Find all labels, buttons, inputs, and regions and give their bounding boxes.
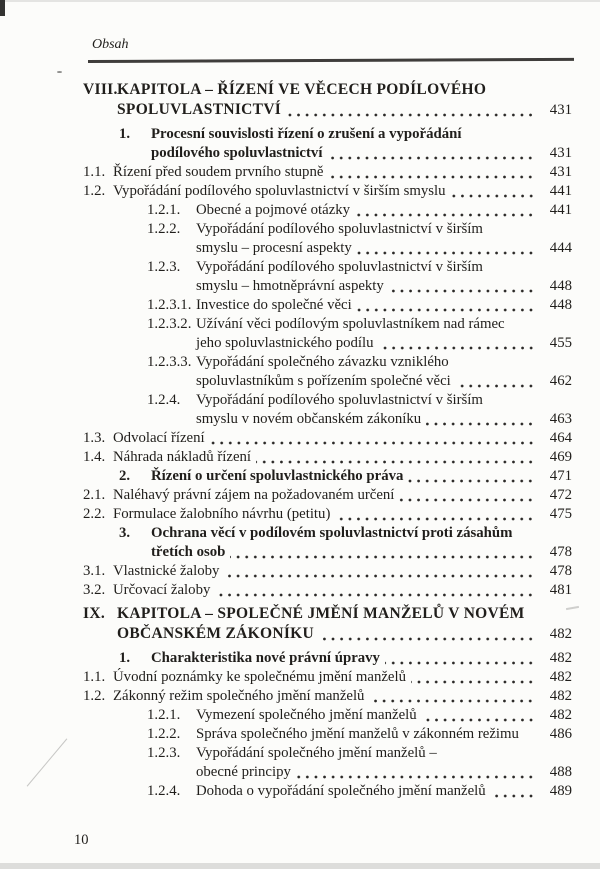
toc-line [0,706,572,725]
toc-entry-page: 463 [549,411,572,427]
dot-leader [408,479,535,483]
toc-entry-number: 1.2.1. [147,707,181,723]
toc-entry-text: Zákonný režim společného jmění manželů [113,688,365,704]
dot-leader [256,460,535,464]
dot-leader [456,384,535,388]
toc-line [0,80,572,100]
scan-artifact-corner-mark [0,0,5,16]
toc-entry-text: Užívání věci podílovým spoluvlastníkem nad rámec [196,316,505,332]
toc-line [0,624,572,644]
toc-entry-text: Vypořádání společného jmění manželů – [196,745,437,761]
toc-entry-text: Vypořádání podílového spoluvlastnictví v širším [196,259,483,275]
toc-line [0,581,572,600]
toc-line [0,220,572,239]
dot-leader [328,175,535,179]
toc-line [0,410,572,429]
toc-line [0,372,572,391]
toc-line [0,763,572,782]
toc-entry-page: 464 [549,430,572,446]
dot-leader [385,661,535,665]
toc-entry-page: 489 [549,783,572,799]
toc-entry-text: Procesní souvislosti řízení o zrušení a vypořádání [151,126,462,142]
running-header-title: Obsah [92,37,129,52]
dot-leader [369,699,535,703]
toc-entry-number: 1.1. [83,669,106,685]
toc-line [0,239,572,258]
toc-entry-text: smyslu v novém občanském zákoníku [196,411,422,427]
dot-leader [411,680,535,684]
toc-line [0,429,572,448]
toc-entry-number: 1.2.3. [147,745,181,761]
toc-entry-text: Charakteristika nové právní úpravy [151,650,380,666]
toc-entry-text: Naléhavý právní zájem na požadovaném určení [113,487,395,503]
toc-entry-number: 2.2. [83,506,106,522]
toc-entry-number: 1.2.4. [147,392,181,408]
toc-entry-number: 1.2.2. [147,726,181,742]
dot-leader [389,289,535,293]
toc-entry-page: 488 [549,764,572,780]
toc-entry-number: 1.2.3.2. [147,316,192,332]
toc-entry-number: 1. [119,126,131,142]
toc-line [0,486,572,505]
toc-entry-page: 482 [549,650,572,666]
toc-line [0,687,572,706]
toc-entry-number: 2. [119,468,131,484]
dot-leader [524,737,535,741]
toc-entry-number: 3. [119,525,131,541]
toc-entry-page: 441 [549,183,572,199]
toc-entry-number: 1.2.3.3. [147,354,192,370]
dot-leader [296,775,535,779]
toc-entry-text: Formulace žalobního návrhu (petitu) [113,506,331,522]
toc-line [0,649,572,668]
toc-entry-text: Vypořádání společného závazku vzniklého [196,354,449,370]
dot-leader [426,422,535,426]
table-of-contents [0,76,600,801]
dot-leader [286,113,535,117]
toc-entry-number: 3.2. [83,582,106,598]
toc-entry-text: Úvodní poznámky ke společnému jmění manželů [113,669,406,685]
toc-line [0,391,572,410]
toc-entry-text: třetích osob [151,544,226,560]
toc-entry-number: 1.2. [83,183,106,199]
toc-entry-text: Správa společného jmění manželů v zákonném režimu [196,726,519,742]
dot-leader [224,574,535,578]
dot-leader [230,555,535,559]
toc-line [0,258,572,277]
toc-entry-text: Náhrada nákladů řízení [113,449,252,465]
toc-line [0,725,572,744]
dot-leader [335,517,535,521]
toc-line [0,315,572,334]
toc-line [0,562,572,581]
toc-line [0,353,572,372]
toc-entry-text: KAPITOLA – SPOLEČNÉ JMĚNÍ MANŽELŮ V NOVÉM [117,605,525,622]
toc-line [0,100,572,120]
toc-entry-page: 469 [549,449,572,465]
toc-entry-number: 3.1. [83,563,106,579]
toc-line [0,334,572,353]
toc-entry-page: 444 [549,240,572,256]
toc-entry-page: 455 [549,335,572,351]
toc-entry-number: 1.4. [83,449,106,465]
toc-entry-page: 482 [549,626,572,642]
toc-entry-page: 482 [549,707,572,723]
toc-entry-text: smyslu – hmotněprávní aspekty [196,278,384,294]
dot-leader [210,441,535,445]
toc-entry-page: 471 [549,468,572,484]
dot-leader [451,194,535,198]
toc-line [0,505,572,524]
toc-entry-text: Odvolací řízení [113,430,205,446]
toc-line [0,201,572,220]
toc-entry-text: Obecné a pojmové otázky [196,202,351,218]
toc-entry-number: 1.3. [83,430,106,446]
toc-entry-text: smyslu – procesní aspekty [196,240,352,256]
toc-entry-page: 486 [549,726,572,742]
toc-entry-text: Řízení o určení spoluvlastnického práva [151,468,404,484]
toc-line [0,296,572,315]
toc-line [0,163,572,182]
dot-leader [319,637,535,641]
toc-entry-number: 1.2.4. [147,783,181,799]
toc-entry-page: 448 [549,278,572,294]
toc-entry-text: obecné principy [196,764,291,780]
toc-entry-text: Vymezení společného jmění manželů [196,707,417,723]
toc-entry-text: Vypořádání podílového spoluvlastnictví v širším [196,221,483,237]
toc-entry-number: 2.1. [83,487,106,503]
page-number: 10 [74,832,89,848]
scan-artifact-top-edge [0,0,600,2]
toc-entry-text: Určovací žaloby [113,582,211,598]
toc-entry-page: 482 [549,688,572,704]
scan-artifact-bottom-edge [0,863,600,869]
toc-entry-text: Investice do společné věci [196,297,352,313]
toc-entry-number: IX. [83,605,106,622]
toc-entry-text: Ochrana věcí v podílovém spoluvlastnictví proti zásahům [151,525,513,541]
toc-entry-number: 1.2.2. [147,221,181,237]
toc-entry-text: spoluvlastníkům s pořízením společné věci [196,373,451,389]
toc-line [0,448,572,467]
toc-line [0,604,572,624]
toc-entry-page: 441 [549,202,572,218]
toc-line [0,524,572,543]
dot-leader [357,251,535,255]
toc-entry-page: 462 [549,373,572,389]
dot-leader [327,156,535,160]
toc-entry-page: 472 [549,487,572,503]
scan-artifact-speck [57,71,62,73]
toc-entry-text: Dohoda o vypořádání společného jmění manželů [196,783,486,799]
dot-leader [357,308,535,312]
toc-entry-page: 431 [549,145,572,161]
dot-leader [399,498,535,502]
header-rule [88,58,574,63]
toc-line [0,543,572,562]
toc-line [0,277,572,296]
toc-line [0,744,572,763]
toc-entry-text: OBČANSKÉM ZÁKONÍKU [117,625,315,642]
toc-entry-number: VIII. [83,81,118,98]
dot-leader [215,593,535,597]
toc-entry-page: 482 [549,669,572,685]
toc-entry-page: 431 [549,164,572,180]
toc-entry-text: Vlastnické žaloby [113,563,220,579]
toc-entry-page: 478 [549,563,572,579]
toc-entry-page: 478 [549,544,572,560]
dot-leader [422,718,535,722]
toc-entry-text: Vypořádání podílového spoluvlastnictví v širším [196,392,483,408]
toc-line [0,782,572,801]
toc-line [0,467,572,486]
toc-line [0,144,572,163]
toc-entry-page: 431 [549,102,572,118]
toc-entry-text: KAPITOLA – ŘÍZENÍ VE VĚCECH PODÍLOVÉHO [117,81,487,98]
toc-line [0,182,572,201]
toc-entry-text: Řízení před soudem prvního stupně [113,164,324,180]
toc-entry-number: 1.1. [83,164,106,180]
toc-entry-page: 481 [549,582,572,598]
toc-line [0,125,572,144]
toc-entry-text: Vypořádání podílového spoluvlastnictví v širším smyslu [113,183,446,199]
toc-entry-number: 1. [119,650,131,666]
toc-entry-text: podílového spoluvlastnictví [151,145,323,161]
toc-entry-text: jeho spoluvlastnického podílu [196,335,374,351]
dot-leader [491,794,535,798]
toc-entry-number: 1.2.3. [147,259,181,275]
toc-entry-number: 1.2. [83,688,106,704]
toc-entry-page: 475 [549,506,572,522]
toc-entry-number: 1.2.1. [147,202,181,218]
toc-entry-number: 1.2.3.1. [147,297,192,313]
toc-entry-page: 448 [549,297,572,313]
dot-leader [355,213,535,217]
toc-line [0,668,572,687]
toc-entry-text: SPOLUVLASTNICTVÍ [117,101,282,118]
dot-leader [379,346,535,350]
